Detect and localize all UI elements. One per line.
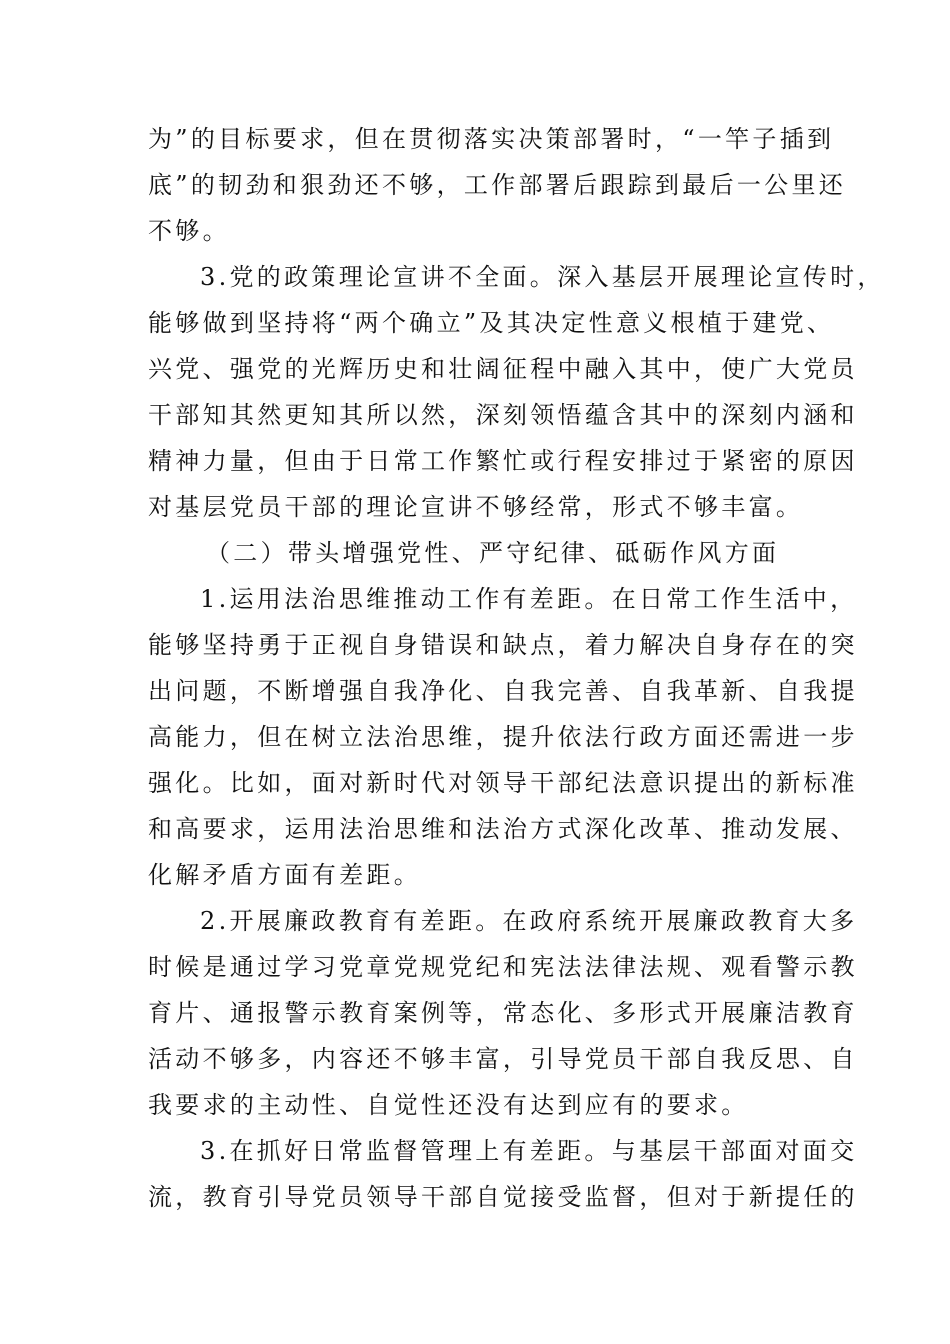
text-line: 活动不够多，内容还不够丰富，引导党员干部自我反思、自 (148, 1045, 858, 1073)
text-line: 流，教育引导党员领导干部自觉接受监督，但对于新提任的 (148, 1183, 858, 1211)
text-line: 2.开展廉政教育有差距。在政府系统开展廉政教育大多 (200, 907, 858, 935)
text-line: 3.党的政策理论宣讲不全面。深入基层开展理论宣传时， (200, 263, 885, 291)
text-line: 育片、通报警示教育案例等，常态化、多形式开展廉洁教育 (148, 999, 858, 1027)
text-line: 能够做到坚持将“两个确立”及其决定性意义根植于建党、 (148, 309, 835, 337)
text-line: 对基层党员干部的理论宣讲不够经常，形式不够丰富。 (148, 493, 804, 521)
text-line: 高能力，但在树立法治思维，提升依法行政方面还需进一步 (148, 723, 858, 751)
text-line: 1.运用法治思维推动工作有差距。在日常工作生活中， (200, 585, 858, 613)
text-line: 能够坚持勇于正视自身错误和缺点，着力解决自身存在的突 (148, 631, 858, 659)
text-line: 我要求的主动性、自觉性还没有达到应有的要求。 (148, 1091, 749, 1119)
text-line: 为”的目标要求，但在贯彻落实决策部署时，“一竿子插到 (148, 125, 835, 153)
text-line: 底”的韧劲和狠劲还不够，工作部署后跟踪到最后一公里还 (148, 171, 847, 199)
text-line: 和高要求，运用法治思维和法治方式深化改革、推动发展、 (148, 815, 858, 843)
text-line: 干部知其然更知其所以然，深刻领悟蕴含其中的深刻内涵和 (148, 401, 858, 429)
text-line: 强化。比如，面对新时代对领导干部纪法意识提出的新标准 (148, 769, 858, 797)
text-line: 化解矛盾方面有差距。 (148, 861, 421, 889)
text-line: 出问题，不断增强自我净化、自我完善、自我革新、自我提 (148, 677, 858, 705)
document-body (148, 116, 885, 1220)
text-line: 精神力量，但由于日常工作繁忙或行程安排过于紧密的原因 (148, 447, 858, 475)
text-line: 3.在抓好日常监督管理上有差距。与基层干部面对面交 (200, 1137, 858, 1165)
section-heading: （二）带头增强党性、严守纪律、砥砺作风方面 (206, 539, 780, 567)
text-line: 不够。 (148, 217, 230, 245)
text-line: 兴党、强党的光辉历史和壮阔征程中融入其中，使广大党员 (148, 355, 858, 383)
text-line: 时候是通过学习党章党规党纪和宪法法律法规、观看警示教 (148, 953, 858, 981)
